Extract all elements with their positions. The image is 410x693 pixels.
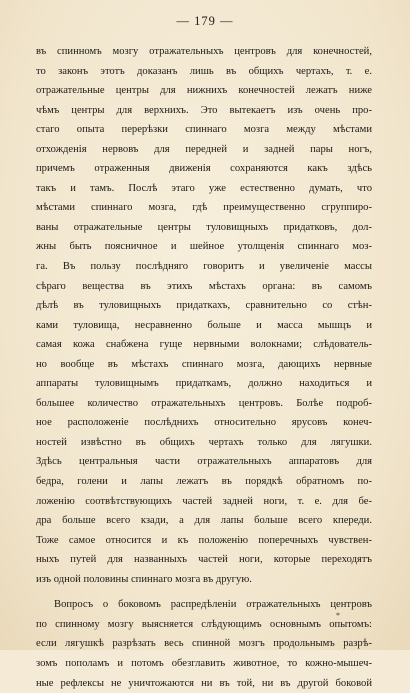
text-line: Вопросъ о боковомъ распредѣленіи отражательныхъ центровъ [36,595,372,615]
text-line: аппараты туловищнымъ придаткамъ, должно находиться и [36,374,372,394]
text-line: изъ одной половины спиннаго мозга въ другую. [36,570,372,590]
text-line: такъ и тамъ. Послѣ этаго уже естественно думать, что [36,179,372,199]
text-line: ложенію соотвѣтствующихъ частей задней ноги, т. е. для бе- [36,492,372,512]
body-text [36,42,372,693]
text-line: ностей извѣстно въ общихъ чертахъ только для лягушки. [36,433,372,453]
paragraph-1 [36,42,372,589]
text-line: жны быть поясничное и шейное утолщенія спиннаго моз- [36,237,372,257]
text-line: большее количество отражательныхъ центровъ. Болѣе подроб- [36,394,372,414]
text-line: отхожденія нервовъ для передней и задней пары ногъ, [36,140,372,160]
text-line: стаго опыта перерѣзки спиннаго мозга между мѣстами [36,120,372,140]
text-line: но вообще въ мѣстахъ спиннаго мозга, дающихъ нервные [36,355,372,375]
text-line: зомъ пополамъ и потомъ обезглавить животное, то кожно-мышеч- [36,654,372,674]
text-line: если лягушкѣ разрѣзать весь спинной мозгъ продольнымъ разрѣ- [36,634,372,654]
text-line: причемъ отраженныя движенія сохраняются какъ здѣсь [36,159,372,179]
text-line: въ спинномъ мозгу отражательныхъ центровъ для конечностей, [36,42,372,62]
text-line: га. Въ пользу послѣдняго говоритъ и увеличеніе массы [36,257,372,277]
text-line: чѣмъ центры для верхнихъ. Это вытекаетъ изъ очень про- [36,101,372,121]
text-line: отражательные центры для нижнихъ конечностей лежатъ ниже [36,81,372,101]
signature-mark: * [336,611,340,620]
text-line: ваны отражательные центры туловищныхъ придатковъ, дол- [36,218,372,238]
text-line: сѣраго вещества въ этихъ мѣстахъ органа: въ самомъ [36,277,372,297]
text-line: по спинному мозгу выясняется слѣдующимъ основнымъ опытомъ: [36,615,372,635]
text-line: самая кожа снабжена гуще нервными волокнами; слѣдователь- [36,335,372,355]
page-number: — 179 — [0,14,410,29]
text-line: бедра, голени и лапы лежатъ въ порядкѣ обратномъ по- [36,472,372,492]
text-line: ное расположеніе послѣднихъ относительно ярусовъ конеч- [36,413,372,433]
text-line: дра больше всего кзади, а для лапы больше всего кпереди. [36,511,372,531]
text-line: ныхъ путей для названныхъ частей ноги, которые переходятъ [36,550,372,570]
text-line: ные рефлексы не уничтожаются ни въ той, ни въ другой боковой [36,674,372,693]
text-line: то законъ этотъ доказанъ лишь въ общихъ чертахъ, т. е. [36,62,372,82]
text-line: Здѣсь центральныя части отражательныхъ аппаратовъ для [36,452,372,472]
text-line: дѣлѣ въ туловищныхъ придаткахъ, сравнительно со стѣн- [36,296,372,316]
text-line: ками туловища, несравненно больше и масса мышцъ и [36,316,372,336]
paragraph-2 [36,595,372,693]
text-line: мѣстами спиннаго мозга, гдѣ преимущественно сгруппиро- [36,198,372,218]
text-line: Тоже самое относится и къ положенію поперечныхъ чувствен- [36,531,372,551]
